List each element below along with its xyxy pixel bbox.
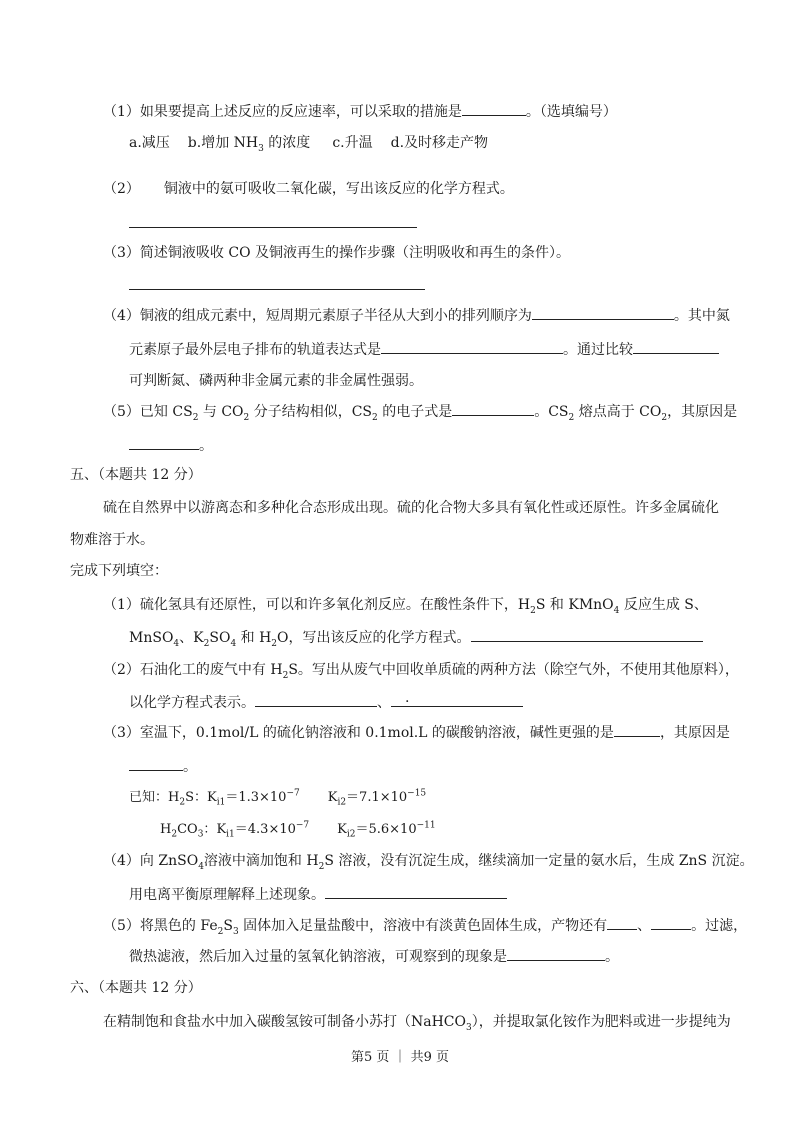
q4-p5-line1: （5）已知 $CS_2$ 与 $CO_2$ 分子结构相似，$CS_2$ 的电子式是 。$CS_2$ 熔点高于 $CO_2$，其原因是: [103, 401, 737, 422]
page-footer: 第5 页 ｜ 共9 页: [350, 1050, 450, 1065]
q4-p2: [103, 179, 514, 199]
q6-intro: 在精制饱和食盐水中加入碳酸氢铵可制备小苏打（NaHCO$_3$），并提取氯化铵作为肥料或进一步提纯为: [103, 1014, 731, 1033]
q5-p2-line2: 以化学方程式表示。 、 .: [129, 692, 523, 713]
q4-p1-text: 如果要提高上述反应的反应速率，可以采取的措施是: [139, 104, 462, 120]
q5-p3-line1: （3）室温下，0.1mol/L 的硫化钠溶液和 0.1mol.L 的碳酸钠溶液，碱性更强的是 ，其原因是: [103, 722, 730, 743]
q5-p4-line1: （4）向 ZnSO$_4$溶液中滴加饱和 $H_2S$ 溶液，没有沉淀生成，继续滴加一定量的氨水后，生成 ZnS 沉淀。: [103, 853, 754, 872]
q4-p5-blank-electron[interactable]: [452, 401, 534, 416]
q4-p5-number: （5）: [103, 404, 140, 420]
q5-p3-known-h2co3: $H_2CO_3$：$K_{i1}=4.3\times 10^{-7}$ $K_{i2}=5.6\times 10^{-11}$: [160, 820, 436, 840]
q4-p4-blank-compare[interactable]: [633, 339, 719, 354]
q4-p4-line2: 元素原子最外层电子排布的轨道表达式是 。通过比较: [129, 339, 719, 360]
q5-p5-number: （5）: [103, 918, 140, 934]
q4-p1-answer-blank[interactable]: [462, 101, 526, 116]
q5-intro-line1: 硫在自然界中以游离态和多种化合态形成出现。硫的化合物大多具有氧化性或还原性。许多金属硫化: [103, 500, 719, 516]
q5-p2-blank-method2[interactable]: .: [391, 692, 523, 707]
q4-p1-tail: 。（选填编号）: [525, 104, 617, 120]
option-c: c.升温: [332, 135, 373, 151]
q5-p2-number: （2）: [103, 662, 140, 678]
option-d: d.及时移走产物: [390, 135, 489, 151]
option-b: b.增加 $NH_3$ 的浓度: [187, 135, 311, 154]
q4-p3-answer-line[interactable]: [129, 289, 425, 290]
q4-p3-text: 简述铜液吸收 CO 及铜液再生的操作步骤（注明吸收和再生的条件）。: [139, 245, 571, 261]
q4-p2-text: 铜液中的氨可吸收二氧化碳，写出该反应的化学方程式。: [163, 181, 514, 197]
q5-p3-known-h2s: 已知：$H_2S$：$K_{i1}=1.3\times 10^{-7}$ $K_{i2}=7.1\times 10^{-15}$: [129, 788, 427, 808]
q5-instruction: 完成下列填空：: [70, 563, 168, 579]
q5-p1-line2: MnSO$_4$、$K_2SO_4$ 和 $H_2O$，写出该反应的化学方程式。: [129, 627, 703, 648]
q5-p2-blank-method1[interactable]: [255, 692, 377, 707]
q5-p5-blank-observation[interactable]: [507, 946, 605, 961]
q5-header: 五、（本题共 12 分）: [70, 467, 202, 483]
q5-p2-line1: （2）石油化工的废气中有 $H_2S$。写出从废气中回收单质硫的两种方法（除空气外，不使用其他原料），: [103, 662, 739, 681]
q5-p3-number: （3）: [103, 725, 140, 741]
q5-p5-blank-product2[interactable]: [651, 915, 691, 930]
option-a: a.减压: [129, 135, 170, 151]
q4-p4-blank-orbital[interactable]: [381, 339, 563, 354]
q5-p4-number: （4）: [103, 853, 140, 869]
q4-p5-line2: 。: [129, 435, 213, 456]
q4-p4-line1: （4）铜液的组成元素中，短周期元素原子半径从大到小的排列顺序为 。其中氮: [103, 305, 730, 326]
q5-p1-number: （1）: [103, 597, 140, 613]
q4-p4-blank-radius[interactable]: [532, 305, 674, 320]
q4-p1-number: （1）: [103, 104, 140, 120]
q4-p5-blank-reason[interactable]: [129, 435, 199, 450]
q5-p5-line2: 微热滤液，然后加入过量的氢氧化钠溶液，可观察到的现象是 。: [129, 946, 619, 967]
q6-header: 六、（本题共 12 分）: [70, 980, 202, 996]
q5-p4-blank-explain[interactable]: [325, 884, 507, 899]
q5-p1-blank-equation[interactable]: [471, 627, 703, 642]
q5-p3-blank-stronger[interactable]: [614, 722, 660, 737]
q5-p5-line1: （5）将黑色的 $Fe_2S_3$ 固体加入足量盐酸中，溶液中有淡黄色固体生成，产物还有 、 。过滤，: [103, 915, 747, 936]
q4-p2-number: （2）: [103, 181, 140, 197]
q4-p4-line3: 可判断氮、磷两种非金属元素的非金属性强弱。: [129, 373, 423, 389]
q5-p3-line2: 。: [129, 756, 197, 777]
q4-p3-number: （3）: [103, 245, 140, 261]
q4-p2-answer-line[interactable]: [129, 227, 417, 228]
q4-p1: [103, 101, 617, 122]
q5-p4-line2: 用电离平衡原理解释上述现象。: [129, 884, 507, 905]
q4-options: [129, 133, 488, 153]
q4-p3: [103, 243, 570, 263]
q4-p4-number: （4）: [103, 308, 140, 324]
q5-p1-line1: （1）硫化氢具有还原性，可以和许多氧化剂反应。在酸性条件下，$H_2S$ 和 KMnO$_4$ 反应生成 S、: [103, 597, 708, 616]
q5-p5-blank-product1[interactable]: [607, 915, 637, 930]
q5-intro-line2: 物难溶于水。: [70, 532, 154, 548]
q5-p3-blank-reason[interactable]: [129, 756, 183, 771]
